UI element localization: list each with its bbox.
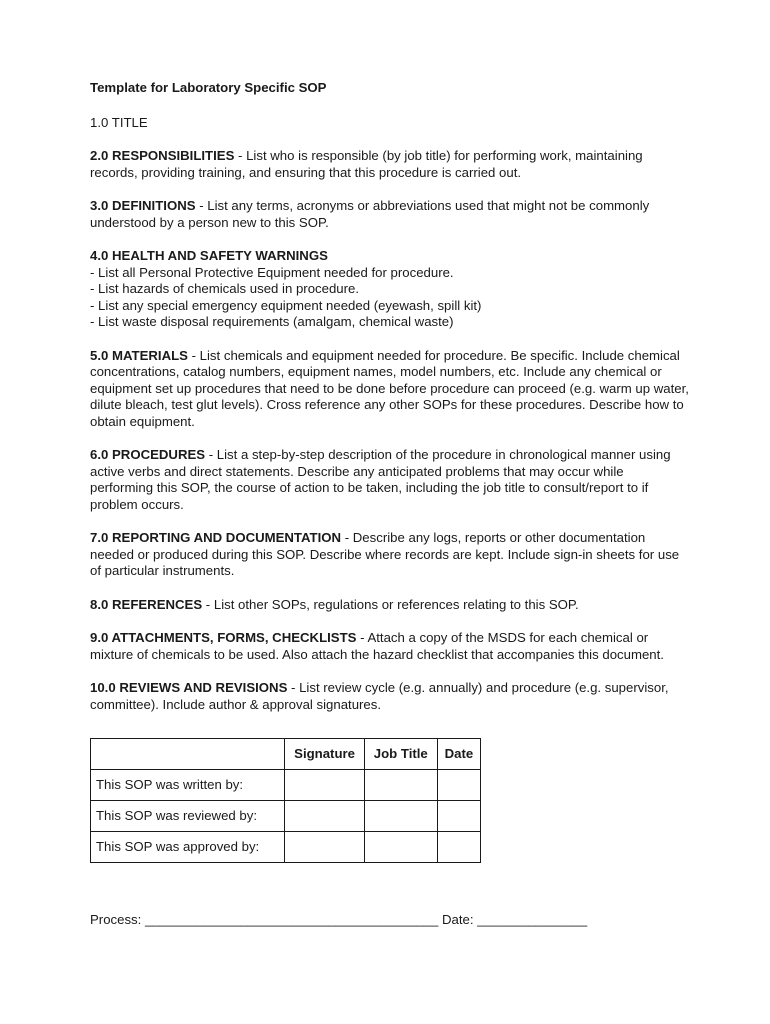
table-header-row <box>91 739 481 770</box>
job-title-cell[interactable] <box>364 770 437 801</box>
section-text: - Describe any logs, reports or other documentation needed or produced during this SOP. Describe where records are kept. Include sign-in sheets for use of particular instruments. <box>90 530 680 578</box>
section-text: - List who is responsible (by job title) for performing work, maintaining records, providing training, and ensuring that this procedure is carried out. <box>90 148 643 180</box>
table-header-date: Date <box>437 739 480 770</box>
list-item: - List hazards of chemicals used in procedure. <box>90 281 360 296</box>
section-heading: 10.0 REVIEWS AND REVISIONS <box>90 680 288 695</box>
signature-table <box>90 738 481 863</box>
section-heading: 2.0 RESPONSIBILITIES <box>90 148 235 163</box>
job-title-cell[interactable] <box>364 801 437 832</box>
section-procedures <box>90 447 690 513</box>
section-heading: 7.0 REPORTING AND DOCUMENTATION <box>90 530 342 545</box>
section-heading: 6.0 PROCEDURES <box>90 447 206 462</box>
table-row <box>91 770 481 801</box>
row-label: This SOP was approved by: <box>91 832 285 863</box>
table-row <box>91 832 481 863</box>
signature-cell[interactable] <box>285 832 364 863</box>
table-header-empty <box>91 739 285 770</box>
list-item: - List waste disposal requirements (amalgam, chemical waste) <box>90 314 454 329</box>
section-health-safety <box>90 248 690 331</box>
job-title-cell[interactable] <box>364 832 437 863</box>
table-header-job-title: Job Title <box>364 739 437 770</box>
section-materials <box>90 348 690 431</box>
table-header-signature: Signature <box>285 739 364 770</box>
section-text: - List any terms, acronyms or abbreviations used that might not be commonly understood by a person new to this SOP. <box>90 198 650 230</box>
section-title <box>90 115 690 132</box>
section-heading: 9.0 ATTACHMENTS, FORMS, CHECKLISTS <box>90 630 357 645</box>
list-item: - List any special emergency equipment needed (eyewash, spill kit) <box>90 297 482 313</box>
date-cell[interactable] <box>437 832 480 863</box>
signature-cell[interactable] <box>285 770 364 801</box>
section-responsibilities <box>90 148 690 181</box>
section-heading: 1.0 TITLE <box>90 114 148 130</box>
date-cell[interactable] <box>437 770 480 801</box>
section-references <box>90 597 690 614</box>
row-label: This SOP was reviewed by: <box>91 801 285 832</box>
section-text: - List chemicals and equipment needed for procedure. Be specific. Include chemical concentrations, catalog numbers, equipment names, model numbers, etc. Include any chemical or equipment set up procedures that need to be done before procedure can proceed (e.g. warm up water, dilute bleach, test glut levels). Cross reference any other SOPs for these procedures. Describe how to obtain equipment. <box>90 347 689 429</box>
section-text: - List review cycle (e.g. annually) and procedure (e.g. supervisor, committee). Include author & approval signatures. <box>90 680 669 712</box>
warning-list <box>90 265 690 331</box>
signature-cell[interactable] <box>285 801 364 832</box>
date-field[interactable]: Date: _______________ <box>442 912 588 927</box>
row-label: This SOP was written by: <box>91 770 285 801</box>
section-text: - List other SOPs, regulations or references relating to this SOP. <box>202 596 579 612</box>
section-reviews <box>90 680 690 713</box>
section-attachments <box>90 630 690 663</box>
document-page <box>90 80 690 927</box>
section-heading: 5.0 MATERIALS <box>90 347 188 363</box>
section-text: - List a step-by-step description of the procedure in chronological manner using active verbs and direct statements. Describe any anticipated problems that may occur while performing this SOP, the course of action to be taken, including the job title to consult/report to if problem occurs. <box>90 447 671 512</box>
section-heading: 3.0 DEFINITIONS <box>90 198 196 213</box>
date-cell[interactable] <box>437 801 480 832</box>
section-text: - Attach a copy of the MSDS for each chemical or mixture of chemicals to be used. Also attach the hazard checklist that accompanies this document. <box>90 630 664 662</box>
section-heading: 4.0 HEALTH AND SAFETY WARNINGS <box>90 248 328 263</box>
section-heading: 8.0 REFERENCES <box>90 596 203 612</box>
table-row <box>91 801 481 832</box>
list-item: - List all Personal Protective Equipment needed for procedure. <box>90 264 454 280</box>
footer-line <box>90 912 587 929</box>
document-title: Template for Laboratory Specific SOP <box>90 80 327 95</box>
process-field[interactable]: Process: ________________________________________ <box>90 912 439 927</box>
section-definitions <box>90 198 690 231</box>
section-reporting <box>90 530 690 580</box>
